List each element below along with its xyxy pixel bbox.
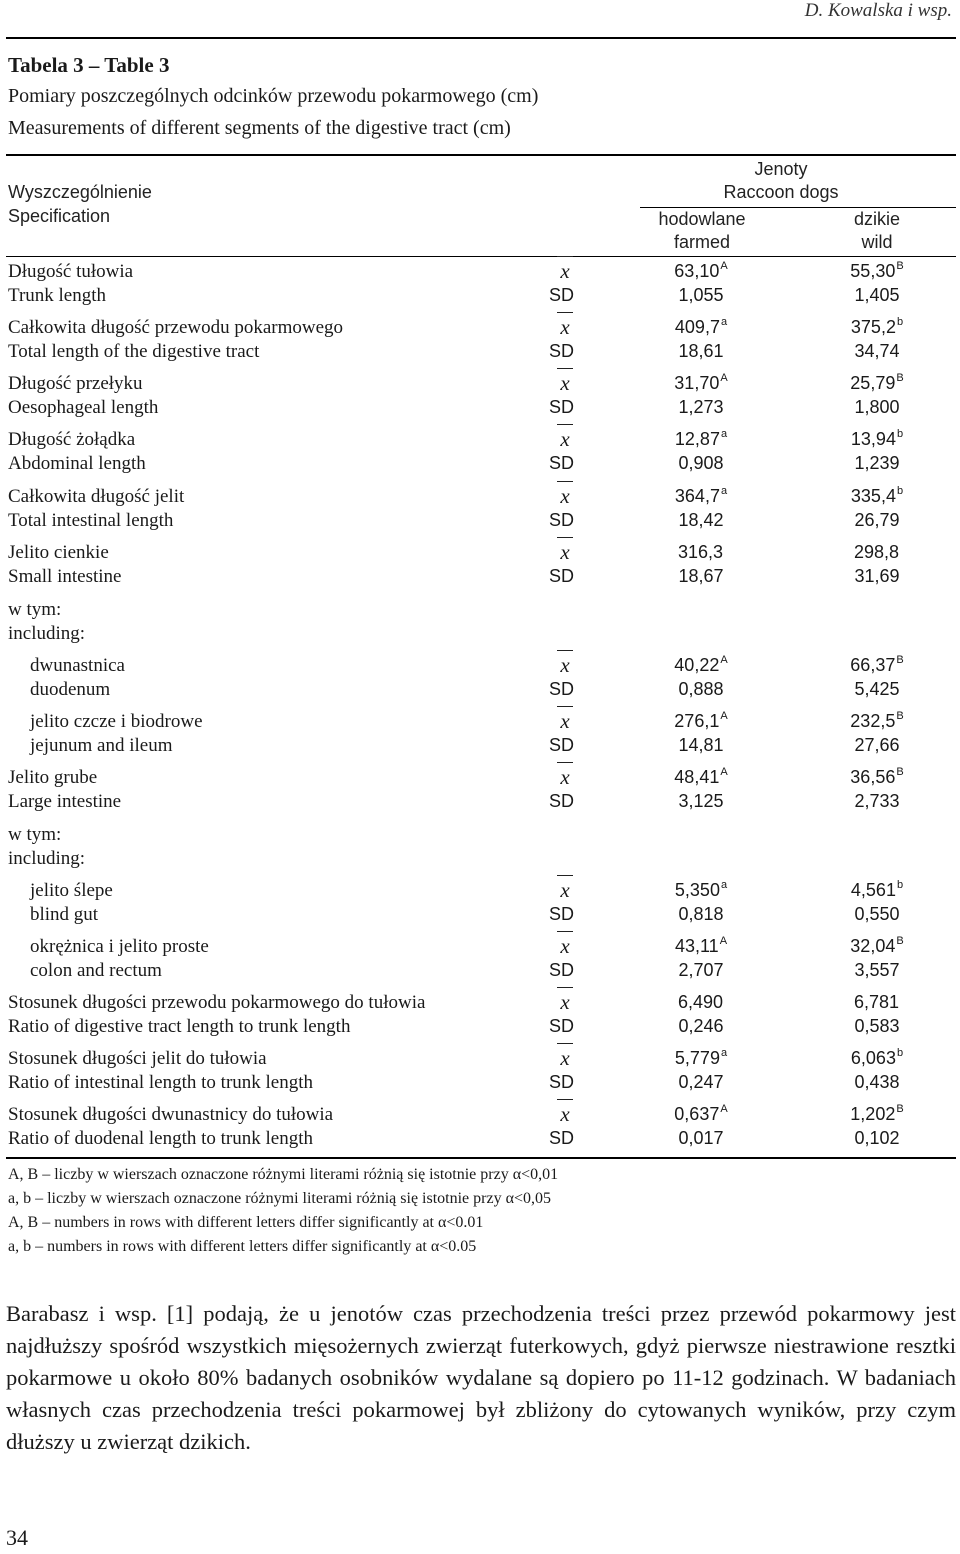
sd-symbol: SD — [549, 1128, 575, 1148]
mean-symbol: x — [554, 317, 576, 338]
row-label-en: Small intestine — [8, 566, 122, 587]
mean-wild: 13,94$^b$ — [850, 428, 904, 449]
table-row — [0, 1048, 960, 1096]
mean-symbol: x — [554, 1104, 576, 1125]
row-label-en: Total length of the digestive tract — [8, 341, 260, 362]
sd-wild: 0,102 — [854, 1128, 900, 1148]
subhead-pl: w tym: — [8, 824, 62, 845]
mean-farmed: $40,22^A$ — [674, 654, 728, 675]
sd-wild: 3,557 — [854, 960, 900, 980]
table-row — [0, 317, 960, 365]
row-label-pl: Długość żołądka — [8, 429, 136, 450]
sd-wild: 2,733 — [854, 791, 900, 811]
table-row — [0, 711, 960, 759]
page-number: 34 — [6, 1525, 28, 1550]
mean-symbol: x — [554, 542, 576, 563]
row-label-pl: Jelito cienkie — [8, 542, 109, 563]
sd-wild: 26,79 — [854, 510, 900, 530]
table-row — [0, 1104, 960, 1152]
sd-wild: 5,425 — [854, 679, 900, 699]
mean-farmed: $43,11^A$ — [674, 935, 728, 956]
mean-symbol: x — [554, 373, 576, 394]
mean-farmed: 6,490 — [677, 992, 724, 1012]
row-label-pl: jelito czcze i biodrowe — [30, 711, 203, 732]
footnote: A, B – liczby w wierszach oznaczone różnymi literami różnią się istotnie przy α<0,01 — [8, 1166, 559, 1183]
table-bottom-rule — [6, 1157, 956, 1159]
sd-farmed: 2,707 — [678, 960, 724, 980]
mean-farmed: 5,779$^a$ — [674, 1047, 728, 1068]
mean-farmed: $31,70^A$ — [674, 372, 728, 393]
row-label-en: Large intestine — [8, 791, 122, 812]
header-bottom-rule — [6, 256, 956, 257]
sd-farmed: 1,273 — [678, 397, 724, 417]
sd-symbol: SD — [549, 341, 575, 361]
subhead-en: including: — [8, 623, 86, 644]
sd-wild: 34,74 — [854, 341, 900, 361]
row-label-pl: Jelito grube — [8, 767, 98, 788]
table-row — [0, 655, 960, 703]
row-label-en: Trunk length — [8, 285, 107, 306]
mean-wild: 298,8 — [853, 542, 900, 562]
table-row — [0, 542, 960, 590]
row-label-pl: Stosunek długości przewodu pokarmowego do tułowia — [8, 992, 426, 1013]
sd-farmed: 18,42 — [678, 510, 724, 530]
table-row — [0, 936, 960, 984]
mean-wild: $232,5^B$ — [850, 710, 904, 731]
table-row — [0, 767, 960, 815]
row-label-en: Ratio of intestinal length to trunk length — [8, 1072, 314, 1093]
mean-farmed: 409,7$^a$ — [674, 316, 728, 337]
sd-symbol: SD — [549, 510, 575, 530]
row-label-en: blind gut — [30, 904, 99, 925]
mean-symbol: x — [554, 261, 576, 282]
sd-wild: 0,550 — [854, 904, 900, 924]
subhead-pl: w tym: — [8, 599, 62, 620]
sd-farmed: 18,67 — [678, 566, 724, 586]
table-row — [0, 373, 960, 421]
sd-symbol: SD — [549, 1072, 575, 1092]
sd-symbol: SD — [549, 397, 575, 417]
mean-farmed: $276,1^A$ — [674, 710, 728, 731]
table-row — [0, 880, 960, 928]
sd-wild: 31,69 — [854, 566, 900, 586]
row-label-en: colon and rectum — [30, 960, 162, 981]
sd-symbol: SD — [549, 735, 575, 755]
table-row — [0, 261, 960, 309]
sd-farmed: 0,908 — [678, 453, 724, 473]
table-row — [0, 486, 960, 534]
sd-farmed: 0,888 — [678, 679, 724, 699]
sd-symbol: SD — [549, 1016, 575, 1036]
mean-wild: 375,2$^b$ — [850, 316, 904, 337]
sd-symbol: SD — [549, 453, 575, 473]
mean-farmed: 12,87$^a$ — [674, 428, 728, 449]
sd-farmed: 1,055 — [678, 285, 724, 305]
sd-farmed: 0,017 — [678, 1128, 724, 1148]
table-row — [0, 429, 960, 477]
mean-farmed: 364,7$^a$ — [674, 485, 728, 506]
subhead-en: including: — [8, 848, 86, 869]
table-title-en: Measurements of different segments of the digestive tract (cm) — [8, 117, 511, 139]
sd-symbol: SD — [549, 679, 575, 699]
mean-wild: 4,561$^b$ — [850, 879, 904, 900]
table-label: Tabela 3 – Table 3 — [8, 53, 170, 77]
mean-wild: 335,4$^b$ — [850, 485, 904, 506]
group-label-pl: Jenoty — [754, 159, 808, 179]
mean-farmed: $48,41^A$ — [674, 766, 728, 787]
mean-wild: $66,37^B$ — [850, 654, 904, 675]
mean-wild: $25,79^B$ — [850, 372, 904, 393]
table-row — [0, 992, 960, 1040]
col-farmed-pl: hodowlane — [658, 209, 746, 229]
mean-wild: 6,781 — [853, 992, 900, 1012]
mean-wild: 6,063$^b$ — [850, 1047, 904, 1068]
mean-farmed: $0,637^A$ — [674, 1103, 728, 1124]
sd-farmed: 0,247 — [678, 1072, 724, 1092]
header-rule — [6, 37, 956, 39]
mean-farmed: $63,10^A$ — [674, 260, 728, 281]
row-label-en: jejunum and ileum — [30, 735, 173, 756]
footnote: a, b – liczby w wierszach oznaczone różnymi literami różnią się istotnie przy α<0,05 — [8, 1190, 551, 1207]
sd-farmed: 0,818 — [678, 904, 724, 924]
sd-symbol: SD — [549, 904, 575, 924]
mean-symbol: x — [554, 711, 576, 732]
row-label-en: Abdominal length — [8, 453, 146, 474]
sd-symbol: SD — [549, 960, 575, 980]
mean-wild: $1,202^B$ — [850, 1103, 904, 1124]
row-label-en: Total intestinal length — [8, 510, 174, 531]
row-label-pl: Stosunek długości dwunastnicy do tułowia — [8, 1104, 334, 1125]
mean-symbol: x — [554, 1048, 576, 1069]
sd-farmed: 3,125 — [678, 791, 724, 811]
col-wild-en: wild — [861, 232, 893, 252]
row-label-pl: dwunastnica — [30, 655, 125, 676]
row-label-pl: Długość przełyku — [8, 373, 143, 394]
spec-label-pl: Wyszczególnienie — [8, 182, 152, 202]
sd-wild: 0,583 — [854, 1016, 900, 1036]
mean-symbol: x — [554, 880, 576, 901]
sd-farmed: 14,81 — [678, 735, 724, 755]
row-label-en: Oesophageal length — [8, 397, 159, 418]
table-top-rule — [6, 154, 956, 156]
mean-wild: $36,56^B$ — [850, 766, 904, 787]
row-label-pl: okrężnica i jelito proste — [30, 936, 209, 957]
group-label-en: Raccoon dogs — [723, 182, 839, 202]
row-label-en: Ratio of duodenal length to trunk length — [8, 1128, 314, 1149]
mean-symbol: x — [554, 429, 576, 450]
mean-symbol: x — [554, 767, 576, 788]
sd-wild: 1,239 — [854, 453, 900, 473]
sd-wild: 1,405 — [854, 285, 900, 305]
col-wild-pl: dzikie — [853, 209, 901, 229]
footnote: A, B – numbers in rows with different letters differ significantly at α<0.01 — [8, 1214, 484, 1231]
mean-symbol: x — [554, 486, 576, 507]
footnote: a, b – numbers in rows with different letters differ significantly at α<0.05 — [8, 1238, 477, 1255]
mean-symbol: x — [554, 655, 576, 676]
running-header-author: D. Kowalska i wsp. — [804, 0, 952, 21]
sd-farmed: 0,246 — [678, 1016, 724, 1036]
sd-wild: 1,800 — [854, 397, 900, 417]
spec-label-en: Specification — [8, 206, 111, 226]
sd-farmed: 18,61 — [678, 341, 724, 361]
sd-wild: 0,438 — [854, 1072, 900, 1092]
row-label-pl: Stosunek długości jelit do tułowia — [8, 1048, 267, 1069]
row-label-en: Ratio of digestive tract length to trunk length — [8, 1016, 351, 1037]
row-label-pl: Całkowita długość przewodu pokarmowego — [8, 317, 344, 338]
mean-farmed: 316,3 — [677, 542, 724, 562]
table-title-pl: Pomiary poszczególnych odcinków przewodu pokarmowego (cm) — [8, 85, 539, 107]
sd-symbol: SD — [549, 566, 575, 586]
sd-symbol: SD — [549, 791, 575, 811]
body-paragraph: Barabasz i wsp. [1] podają, że u jenotów czas przechodzenia treści przez przewód pokarmowy jest najdłuższy spośród wszystkich mięsożernych zwierząt futerkowych, gdyż pierwsze niestrawione resztki pokarmowe u około 80% badanych osobników wydalane są dopiero po 11-12 godzinach. W badaniach własnych czas przechodzenia treści pokarmowej był zbliżony do cytowanych wyników, przy czym dłuższy u zwierząt dzikich. — [6, 1301, 956, 1454]
mean-wild: $55,30^B$ — [850, 260, 904, 281]
mean-farmed: 5,350$^a$ — [674, 879, 728, 900]
row-label-en: duodenum — [30, 679, 111, 700]
sd-symbol: SD — [549, 285, 575, 305]
sd-wild: 27,66 — [854, 735, 900, 755]
row-label-pl: jelito ślepe — [30, 880, 113, 901]
mean-symbol: x — [554, 992, 576, 1013]
mean-wild: $32,04^B$ — [850, 935, 904, 956]
col-farmed-en: farmed — [673, 232, 731, 252]
mean-symbol: x — [554, 936, 576, 957]
row-label-pl: Długość tułowia — [8, 261, 134, 282]
row-label-pl: Całkowita długość jelit — [8, 486, 185, 507]
